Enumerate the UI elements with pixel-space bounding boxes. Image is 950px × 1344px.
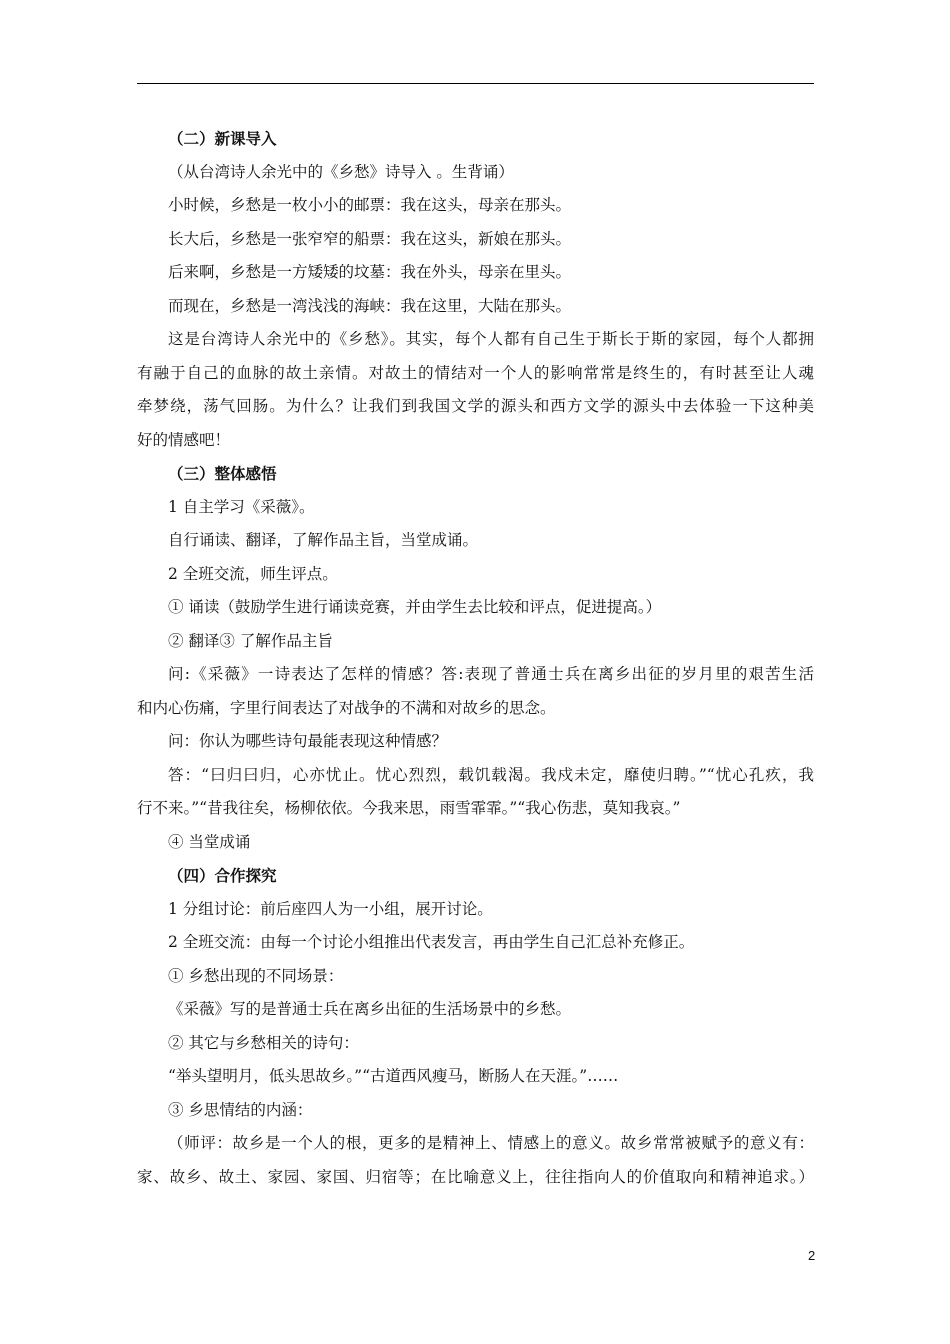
text-line: 自行诵读、翻译，了解作品主旨，当堂成诵。 [168, 531, 479, 549]
text-line: “举头望明月，低头思故乡。”“古道西风瘦马，断肠人在天涯。”…… [168, 1067, 619, 1085]
text-line: 《采薇》写的是普通士兵在离乡出征的生活场景中的乡愁。 [168, 1000, 572, 1018]
text-line: 这是台湾诗人余光中的《乡愁》。其实，每个人都有自己生于斯长于斯的家园，每个人都拥 [168, 330, 814, 348]
text-line: 问：你认为哪些诗句最能表现这种情感？ [168, 732, 448, 750]
text-line: ① 乡愁出现的不同场景： [168, 966, 344, 985]
text-line: ④ 当堂成诵 [168, 832, 251, 851]
text-line: 行不来。”“昔我往矣，杨柳依依。今我来思，雨雪霏霏。”“我心伤悲，莫知我哀。” [137, 799, 681, 817]
text-line: 长大后，乡愁是一张窄窄的船票：我在这头，新娘在那头。 [168, 229, 572, 248]
text-line: 后来啊，乡愁是一方矮矮的坟墓：我在外头，母亲在里头。 [168, 263, 572, 281]
text-line: （师评：故乡是一个人的根，更多的是精神上、情感上的意义。故乡常常被赋予的意义有： [168, 1134, 814, 1152]
text-line: 2 全班交流：由每一个讨论小组推出代表发言，再由学生自己汇总补充修正。 [168, 933, 695, 951]
text-line: 而现在，乡愁是一湾浅浅的海峡：我在这里，大陆在那头。 [168, 296, 572, 315]
page-number: 2 [808, 1248, 816, 1263]
text-line: 1 自主学习《采薇》。 [168, 497, 315, 516]
text-line: 有融于自己的血脉的故土亲情。对故土的情结对一个人的影响常常是终生的，有时甚至让人魂 [137, 363, 814, 382]
text-line: ② 其它与乡愁相关的诗句： [168, 1033, 359, 1052]
section-heading: （三）整体感悟 [168, 464, 277, 483]
text-line: （从台湾诗人余光中的《乡愁》诗导入 。生背诵） [168, 162, 514, 181]
text-line: 问:《采薇》一诗表达了怎样的情感？答:表现了普通士兵在离乡出征的岁月里的艰苦生活 [168, 665, 814, 683]
text-line: ① 诵读（鼓励学生进行诵读竞赛，并由学生去比较和评点，促进提高。） [168, 598, 662, 616]
header-rule [137, 83, 814, 84]
text-line: 1 分组讨论：前后座四人为一小组，展开讨论。 [168, 899, 493, 918]
text-line: 牵梦绕，荡气回肠。为什么？让我们到我国文学的源头和西方文学的源头中去体验一下这种美 [137, 397, 814, 415]
section-heading: （二）新课导入 [168, 129, 277, 148]
text-line: 2 全班交流，师生评点。 [168, 564, 338, 583]
text-line: ② 翻译③ 了解作品主旨 [168, 631, 333, 650]
text-line: 家、故乡、故土、家园、家国、归宿等；在比喻意义上，往往指向人的价值取向和精神追求。） [137, 1167, 814, 1186]
section-heading: （四）合作探究 [168, 866, 277, 885]
document-body [137, 122, 814, 1194]
text-line: 好的情感吧！ [137, 430, 231, 449]
text-line: 答：“曰归曰归，心亦忧止。忧心烈烈，载饥载渴。我戍未定，靡使归聘。”“忧心孔疚，我 [168, 765, 814, 784]
text-line: ③ 乡思情结的内涵： [168, 1100, 313, 1119]
text-line: 小时候，乡愁是一枚小小的邮票：我在这头，母亲在那头。 [168, 196, 572, 214]
text-line: 和内心伤痛，字里行间表达了对战争的不满和对故乡的思念。 [137, 698, 556, 717]
